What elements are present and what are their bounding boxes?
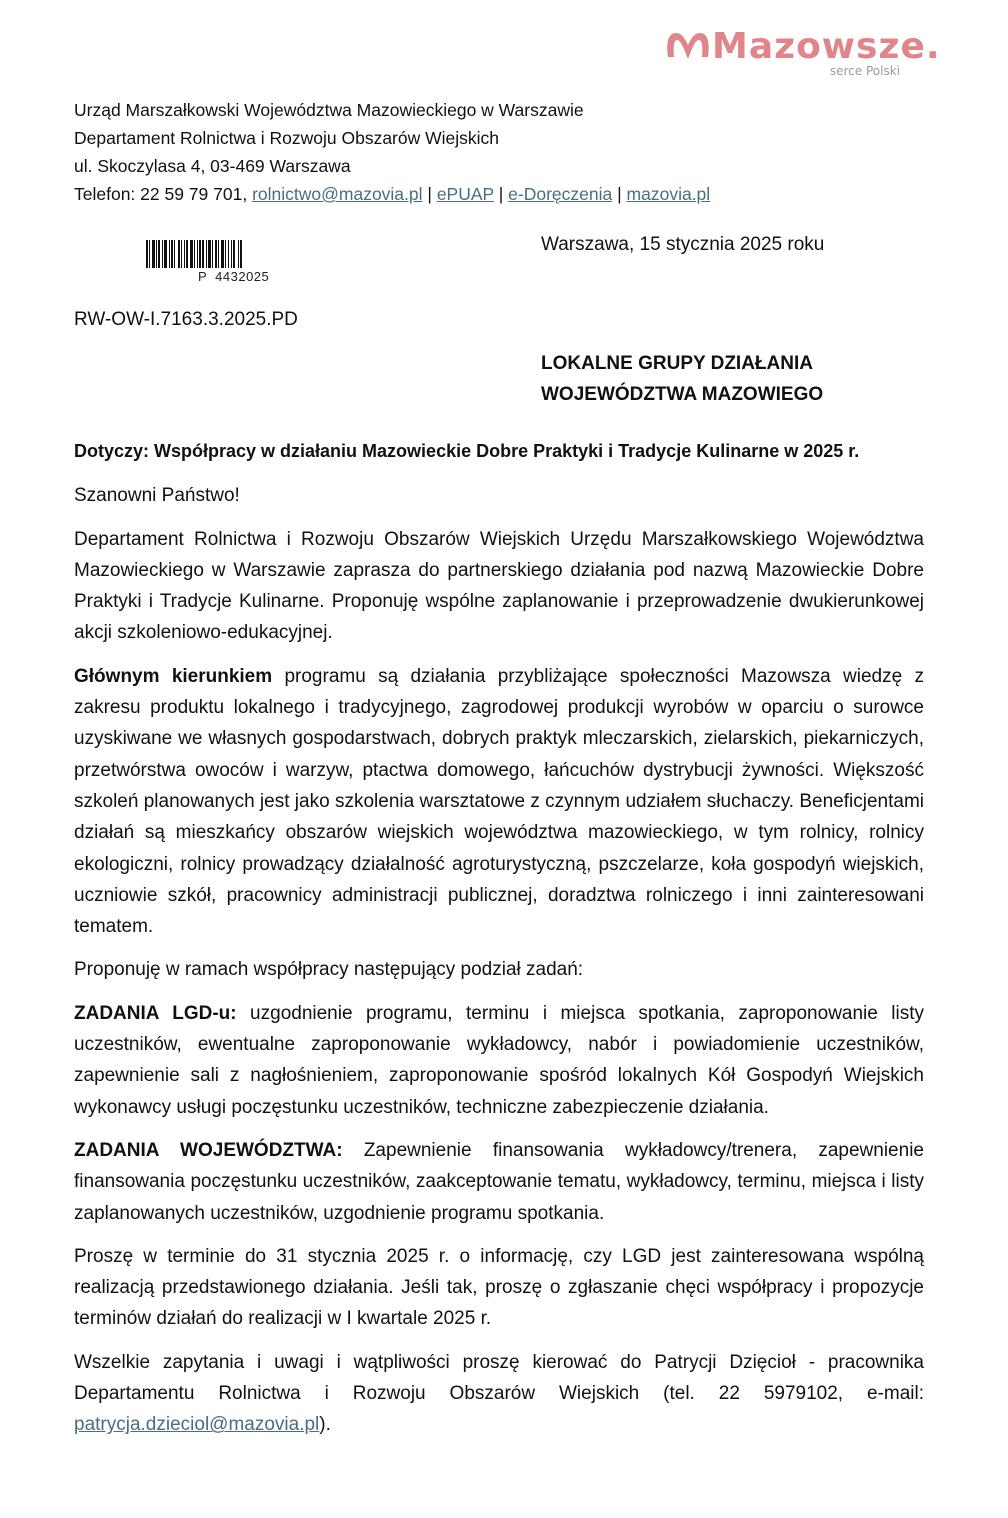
sender-header <box>74 96 710 208</box>
epuap-link[interactable]: ePUAP <box>436 184 494 204</box>
barcode-bars <box>146 240 334 268</box>
recipient-line-1: LOKALNE GRUPY DZIAŁANIA <box>541 353 813 374</box>
logo-tagline: serce Polski <box>829 64 900 78</box>
heart-m-icon <box>664 27 712 67</box>
office-name: Urząd Marszałkowski Województwa Mazowieckiego w Warszawie <box>74 100 584 120</box>
lgd-tasks-label: ZADANIA LGD-u: <box>74 1002 237 1024</box>
paragraph-deadline: Proszę w terminie do 31 stycznia 2025 r. o informację, czy LGD jest zainteresowana wspólną realizacją przedstawionego działania. Jeśli tak, proszę o zgłaszanie chęci współpracy i propozycje terminów działań do realizacji w I kwartale 2025 r. <box>74 1245 924 1330</box>
paragraph-text: Zapewnienie finansowania wykładowcy/trenera, zapewnienie finansowania poczęstunku uczestników, zaakceptowanie tematu, wykładowcy, terminu, miejsca i listy zaplanowanych uczestników, uzgodnienie programu spotkania. <box>74 1139 924 1224</box>
voivodeship-tasks-label: ZADANIA WOJEWÓDZTWA: <box>74 1139 343 1161</box>
paragraph-lead-bold: Głównym kierunkiem <box>74 665 273 687</box>
letter-body <box>74 436 924 1453</box>
email-link[interactable]: rolnictwo@mazovia.pl <box>252 184 423 204</box>
paragraph-text: programu są działania przybliżające społeczności Mazowsza wiedzę z zakresu produktu lokalnego i tradycyjnego, zagrodowej produkcji wyrobów w oparciu o surowce uzyskiwane we własnych gospodarstwach, dobrych praktyk mleczarskich, zielarskich, piekarniczych, przetwórstwa owoców i warzyw, ptactwa domowego, łańcuchów dystrybucji żywności. Większość szkoleń planowanych jest jako szkolenia warsztatowe z czynnym udziałem słuchaczy. Beneficjentami działań są mieszkańcy obszarów wiejskich województwa mazowieckiego, w tym rolnicy, rolnicy ekologiczni, rolnicy prowadzący działalność agroturystyczną, pszczelarze, koła gospodyń wiejskich, uczniowie szkół, pracownicy administracji publicznej, doradztwa rolniczego i inni zainteresowani tematem. <box>74 665 924 938</box>
logo-text: Mazowsze. <box>712 26 941 67</box>
e-doreczenia-link[interactable]: e-Doręczenia <box>508 184 613 204</box>
mazowsze-logo <box>664 24 941 84</box>
paragraph-lgd-tasks <box>74 998 924 1123</box>
recipient-line-2: WOJEWÓDZTWA MAZOWIEGO <box>541 384 824 405</box>
department-name: Departament Rolnictwa i Rozwoju Obszarów Wiejskich <box>74 128 500 148</box>
paragraph-voivodeship-tasks <box>74 1135 924 1229</box>
separator: | <box>422 184 437 204</box>
website-link[interactable]: mazovia.pl <box>626 184 711 204</box>
contact-line <box>74 180 710 208</box>
paragraph-intro: Departament Rolnictwa i Rozwoju Obszarów Wiejskich Urzędu Marszałkowskiego Województwa Mazowieckiego w Warszawie zaprasza do partnerskiego działania pod nazwą Mazowieckie Dobre Praktyki i Tradycje Kulinarne. Proponuję wspólne zaplanowanie i przeprowadzenie dwukierunkowej akcji szkoleniowo-edukacyjnej. <box>74 528 924 644</box>
paragraph-text: ). <box>319 1414 331 1436</box>
reference-number: RW-OW-I.7163.3.2025.PD <box>74 309 298 330</box>
paragraph-text: Wszelkie zapytania i uwagi i wątpliwości proszę kierować do Patrycji Dzięcioł - pracownika Departamentu Rolnictwa i Rozwoju Obszarów Wiejskich (tel. 22 5979102, e-mail: <box>74 1351 924 1405</box>
barcode-number: P 4432025 <box>198 269 270 284</box>
greeting: Szanowni Państwo! <box>74 485 240 507</box>
separator: | <box>612 184 627 204</box>
separator: | <box>493 184 509 204</box>
barcode-bar <box>240 240 242 268</box>
paragraph-text: uzgodnienie programu, terminu i miejsca spotkania, zaproponowanie listy uczestników, ewentualne zaproponowanie wykładowcy, nabór i powiadomienie uczestników, zapewnienie sali z nagłośnieniem, zaproponowanie spośród lokalnych Kół Gospodyń Wiejskich wykonawcy usługi poczęstunku uczestników, techniczne zabezpieczenie działania. <box>74 1002 924 1118</box>
recipient <box>541 348 823 410</box>
letter-date: Warszawa, 15 stycznia 2025 roku <box>541 234 825 255</box>
phone-text: Telefon: 22 59 79 701, <box>74 184 253 204</box>
contact-email-link[interactable]: patrycja.dzieciol@mazovia.pl <box>74 1414 320 1436</box>
paragraph-task-split: Proponuję w ramach współpracy następujący podział zadań: <box>74 959 584 981</box>
paragraph-contact <box>74 1347 924 1441</box>
office-address: ul. Skoczylasa 4, 03-469 Warszawa <box>74 156 351 176</box>
paragraph-main-direction <box>74 661 924 943</box>
barcode <box>146 240 334 284</box>
letter-subject: Dotyczy: Współpracy w działaniu Mazowieckie Dobre Praktyki i Tradycje Kulinarne w 2025 r. <box>74 441 860 461</box>
